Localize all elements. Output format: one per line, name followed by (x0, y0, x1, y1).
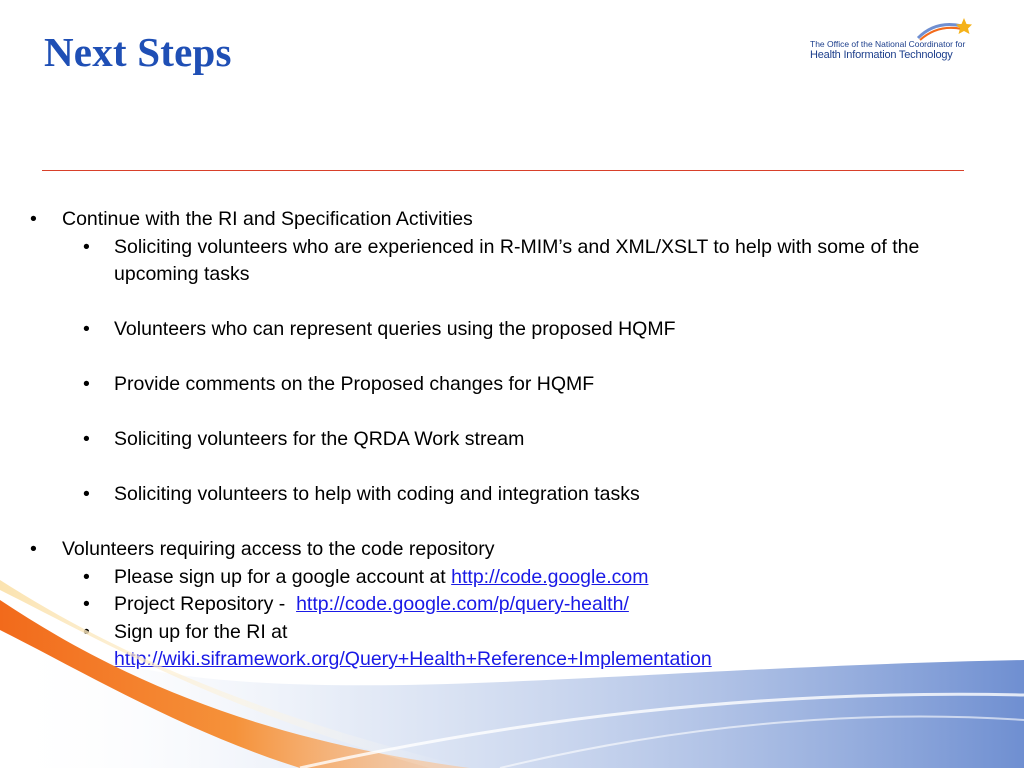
sub-bullet-text: Soliciting volunteers who are experienced in R-MIM’s and XML/XSLT to help with some of the upcoming tasks (114, 235, 920, 285)
title-divider (42, 170, 964, 171)
sub-bullet-text: Provide comments on the Proposed changes for HQMF (114, 373, 595, 395)
google-code-link[interactable]: http://code.google.com (451, 565, 649, 588)
sub-bullet-text: Project Repository - (114, 593, 297, 615)
sub-list-item (0, 426, 1000, 454)
bullet-text: Continue with the RI and Specification Activities (62, 208, 473, 230)
bullet-icon: • (83, 565, 90, 588)
logo-text-line2: Health Information Technology (810, 49, 953, 61)
logo-text-line1: The Office of the National Coordinator for (810, 39, 966, 49)
bullet-text: Volunteers requiring access to the code repository (62, 538, 495, 560)
bullet-icon: • (83, 483, 90, 505)
sub-bullet-text: Please sign up for a google account at (114, 565, 452, 588)
bullet-icon: • (83, 373, 90, 395)
bullet-icon: • (83, 593, 90, 615)
ri-wiki-link[interactable]: http://wiki.siframework.org/Query+Health+Reference+Implementation (114, 648, 712, 670)
slide-title: Next Steps (44, 29, 232, 75)
sub-bullet-text: Volunteers who can represent queries using the proposed HQMF (114, 318, 676, 340)
bullet-icon: • (83, 235, 90, 258)
bullet-icon: • (83, 428, 90, 450)
sub-bullet-text: Soliciting volunteers for the QRDA Work stream (114, 428, 525, 450)
sub-list-item (0, 371, 1000, 399)
bullet-icon: • (30, 538, 37, 560)
onc-logo (808, 16, 978, 66)
sub-list-item (0, 234, 1000, 289)
bullet-icon: • (83, 318, 90, 340)
sub-bullet-text: Soliciting volunteers to help with coding and integration tasks (114, 483, 640, 505)
sub-list-item (0, 316, 1000, 344)
bullet-icon: • (30, 208, 37, 230)
list-item (0, 206, 1000, 234)
project-repository-link[interactable]: http://code.google.com/p/query-health/ (296, 593, 629, 615)
sub-list-item (0, 481, 1000, 509)
decorative-wave-graphic (0, 560, 1024, 768)
sub-bullet-text: Sign up for the RI at (114, 620, 288, 643)
